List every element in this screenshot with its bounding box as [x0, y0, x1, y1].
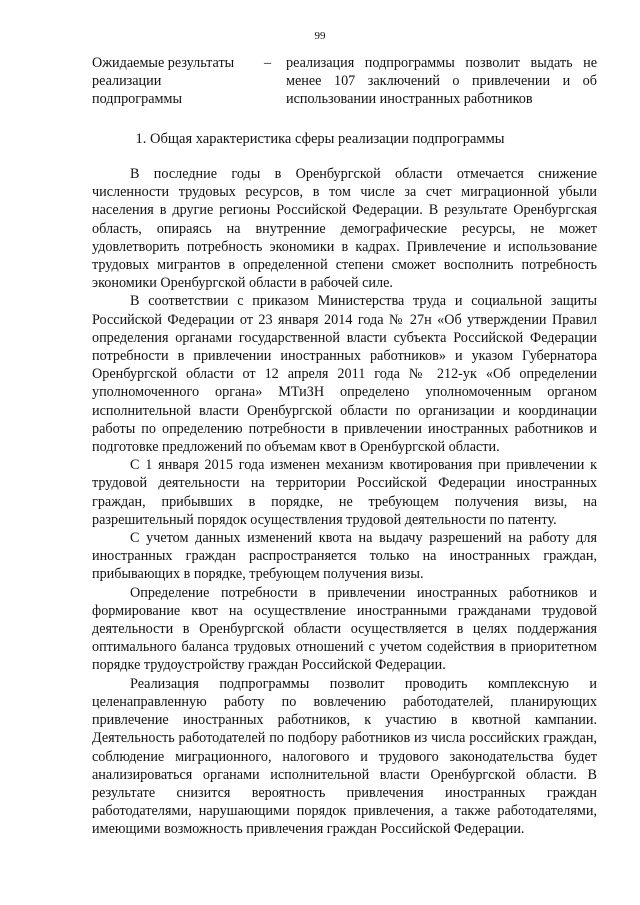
expected-results-value: реализация подпрограммы позволит выдать не менее 107 заключений о привлечении и об использовании иностранных работников [286, 55, 597, 107]
paragraph: С 1 января 2015 года изменен механизм квотирования при привлечении к трудовой деятельности на территории Российской Федерации иностранных граждан, прибывших в порядке, не требующем получения визы, на разрешительный порядок осуществления трудовой деятельности по патенту. [92, 457, 597, 528]
body-text [92, 165, 597, 839]
paragraph: Реализация подпрограммы позволит проводить комплексную и целенаправленную работу по вовлечению работодателей, планирующих привлечение иностранных работников, к участию в квотной кампании. Деятельность работодателей по подбору работников из числа российских граждан, соблюдение миграционного, налогового и трудового законодательства будет анализироваться органами исполнительной власти Оренбургской области. В результате снизится вероятность привлечения иностранных граждан работодателями, нарушающими порядок привлечения, а также работодателями, имеющими возможность привлечения граждан Российской Федерации. [92, 675, 597, 838]
paragraph: В соответствии с приказом Министерства труда и социальной защиты Российской Федерации от 23 января 2014 года № 27н «Об утверждении Правил определения органами государственной власти субъекта Российской Федерации потребности в привлечении иностранных работников» и указом Губернатора Оренбургской области от 12 апреля 2011 года № 212-ук «Об определении уполномоченного органа» МТиЗН определено уполномоченным органом исполнительной власти Оренбургской области по организации и координации работы по определению потребности в привлечении иностранных работников и подготовке предложений по объемам квот в Оренбургской области. [92, 293, 597, 456]
section-heading: 1. Общая характеристика сферы реализации подпрограммы [135, 131, 505, 147]
paragraph: В последние годы в Оренбургской области отмечается снижение численности трудовых ресурсов, в том числе за счет миграционной убыли населения в другие регионы Российской Федерации. В результате Оренбургская область, опираясь на внутренние демографические ресурсы, не может удовлетворить потребность экономики в кадрах. Привлечение и использование трудовых мигрантов в определенной степени сможет восполнить потребность экономики Оренбургской области в рабочей силе. [92, 166, 597, 292]
expected-results-dash: – [264, 55, 272, 71]
paragraph: С учетом данных изменений квота на выдачу разрешений на работу для иностранных граждан распространяется только на иностранных граждан, прибывающих в порядке, требующем получения визы. [92, 530, 597, 583]
expected-results-label: Ожидаемые результаты реализации подпрограммы [92, 55, 235, 107]
page-number: 99 [314, 30, 326, 42]
paragraph: Определение потребности в привлечении иностранных работников и формирование квот на осуществление иностранными гражданами трудовой деятельности в Оренбургской области осуществляется в целях поддержания оптимального баланса трудовых отношений с учетом содействия в приоритетном порядке трудоустройству граждан Российской Федерации. [92, 584, 597, 674]
